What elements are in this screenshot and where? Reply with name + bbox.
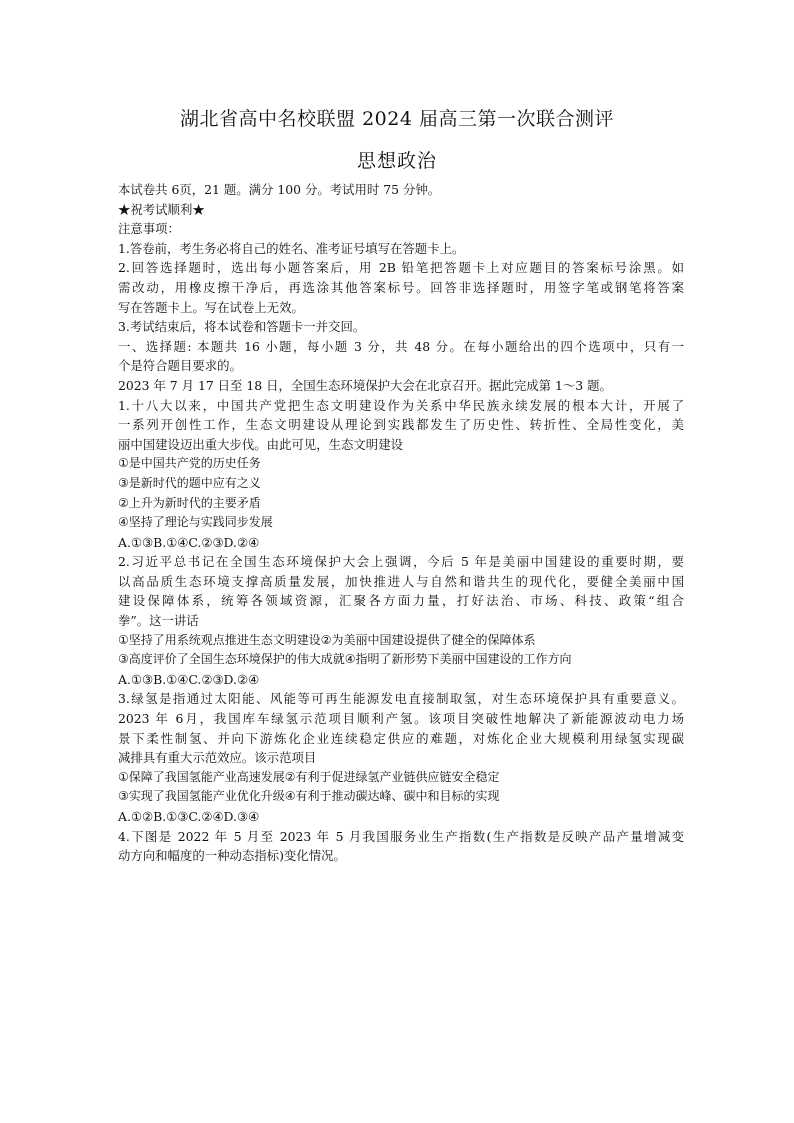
text-line: 2.回答选择题时，选出每小题答案后，用 2B 铅笔把答题卡上对应题目的答案标号涂黑。如	[118, 260, 684, 276]
exam-subject: 思想政治	[356, 150, 437, 172]
text-line: ★祝考试顺利★	[118, 201, 205, 217]
text-line: 动方向和幅度的一种动态指标)变化情况。	[118, 848, 346, 864]
text-line: 1.答卷前，考生务必将自己的姓名、准考证号填写在答题卡上。	[118, 240, 465, 256]
text-line: 以高品质生态环境支撑高质量发展，加快推进人与自然和谐共生的现代化，要健全美丽中国	[118, 573, 684, 589]
text-line: ①保障了我国氢能产业高速发展②有利于促进绿氢产业链供应链安全稳定	[118, 769, 500, 784]
text-line: 景下柔性制氢、并向下游炼化企业连续稳定供应的难题，对炼化企业大规模利用绿氢实现碳	[118, 730, 684, 746]
text-line: 本试卷共 6页，21 题。满分 100 分。考试用时 75 分钟。	[118, 182, 441, 197]
text-line: A.①③B.①④C.②③D.②④	[118, 534, 260, 550]
text-line: 2023 年 7 月 17 日至 18 日，全国生态环境保护大会在北京召开。据此完成第 1～3 题。	[118, 377, 612, 393]
text-line: 3.考试结束后，将本试卷和答题卡一并交回。	[118, 319, 366, 335]
text-line: A.①②B.①③C.②④D.③④	[118, 809, 260, 824]
text-line: 2.习近平总书记在全国生态环境保护大会上强调，今后 5 年是美丽中国建设的重要时期，要	[118, 554, 684, 570]
exam-title: 湖北省高中名校联盟 2024 届高三第一次联合测评	[180, 108, 614, 130]
text-line: 一、选择题: 本题共 16 小题，每小题 3 分，共 48 分。在每小题给出的四个选项中，只有一	[118, 338, 684, 354]
text-line: ①坚持了用系统观点推进生态文明建设②为美丽中国建设提供了健全的保障体系	[118, 632, 536, 647]
text-line: 需改动，用橡皮擦干净后，再选涂其他答案标号。回答非选择题时，用签字笔或钢笔将答案	[118, 279, 684, 295]
text-line: ③实现了我国氢能产业优化升级④有利于推动碳达峰、碳中和目标的实现	[118, 789, 500, 804]
text-line: 个是符合题目要求的。	[118, 358, 242, 374]
text-line: 4.下图是 2022 年 5 月至 2023 年 5 月我国服务业生产指数(生产指数是反映产品产量增减变	[118, 828, 684, 844]
text-line: 一系列开创性工作，生态文明建设从理论到实践都发生了历史性、转折性、全局性变化，美	[118, 417, 684, 433]
text-line: 丽中国建设迈出重大步伐。由此可见，生态文明建设	[118, 436, 403, 452]
text-line: 注意事项：	[118, 221, 180, 237]
text-line: ①是中国共产党的历史任务	[118, 456, 261, 471]
text-line: A.①③B.①④C.②③D.②④	[118, 671, 260, 687]
text-line: ④坚持了理论与实践同步发展	[118, 515, 273, 530]
exam-body	[118, 180, 684, 866]
text-line: 1.十八大以来，中国共产党把生态文明建设作为关系中华民族永续发展的根本大计，开展了	[118, 397, 684, 413]
text-line: 3.绿氢是指通过太阳能、风能等可再生能源发电直接制取氢，对生态环境保护具有重要意义。	[118, 691, 684, 707]
text-line: ②上升为新时代的主要矛盾	[118, 495, 261, 510]
text-line: 拳”。这一讲话	[118, 613, 199, 629]
text-line: 写在答题卡上。写在试卷上无效。	[118, 299, 304, 315]
text-line: 建设保障体系，统筹各领域资源，汇聚各方面力量，打好法治、市场、科技、政策“组合	[118, 593, 684, 609]
text-line: 2023 年 6月，我国库车绿氢示范项目顺利产氢。该项目突破性地解决了新能源波动电力场	[118, 711, 684, 727]
text-line: ③高度评价了全国生态环境保护的伟大成就④指明了新形势下美丽中国建设的工作方向	[118, 652, 572, 667]
text-line: ③是新时代的题中应有之义	[118, 475, 261, 490]
text-line: 减排具有重大示范效应。该示范项目	[118, 750, 317, 766]
